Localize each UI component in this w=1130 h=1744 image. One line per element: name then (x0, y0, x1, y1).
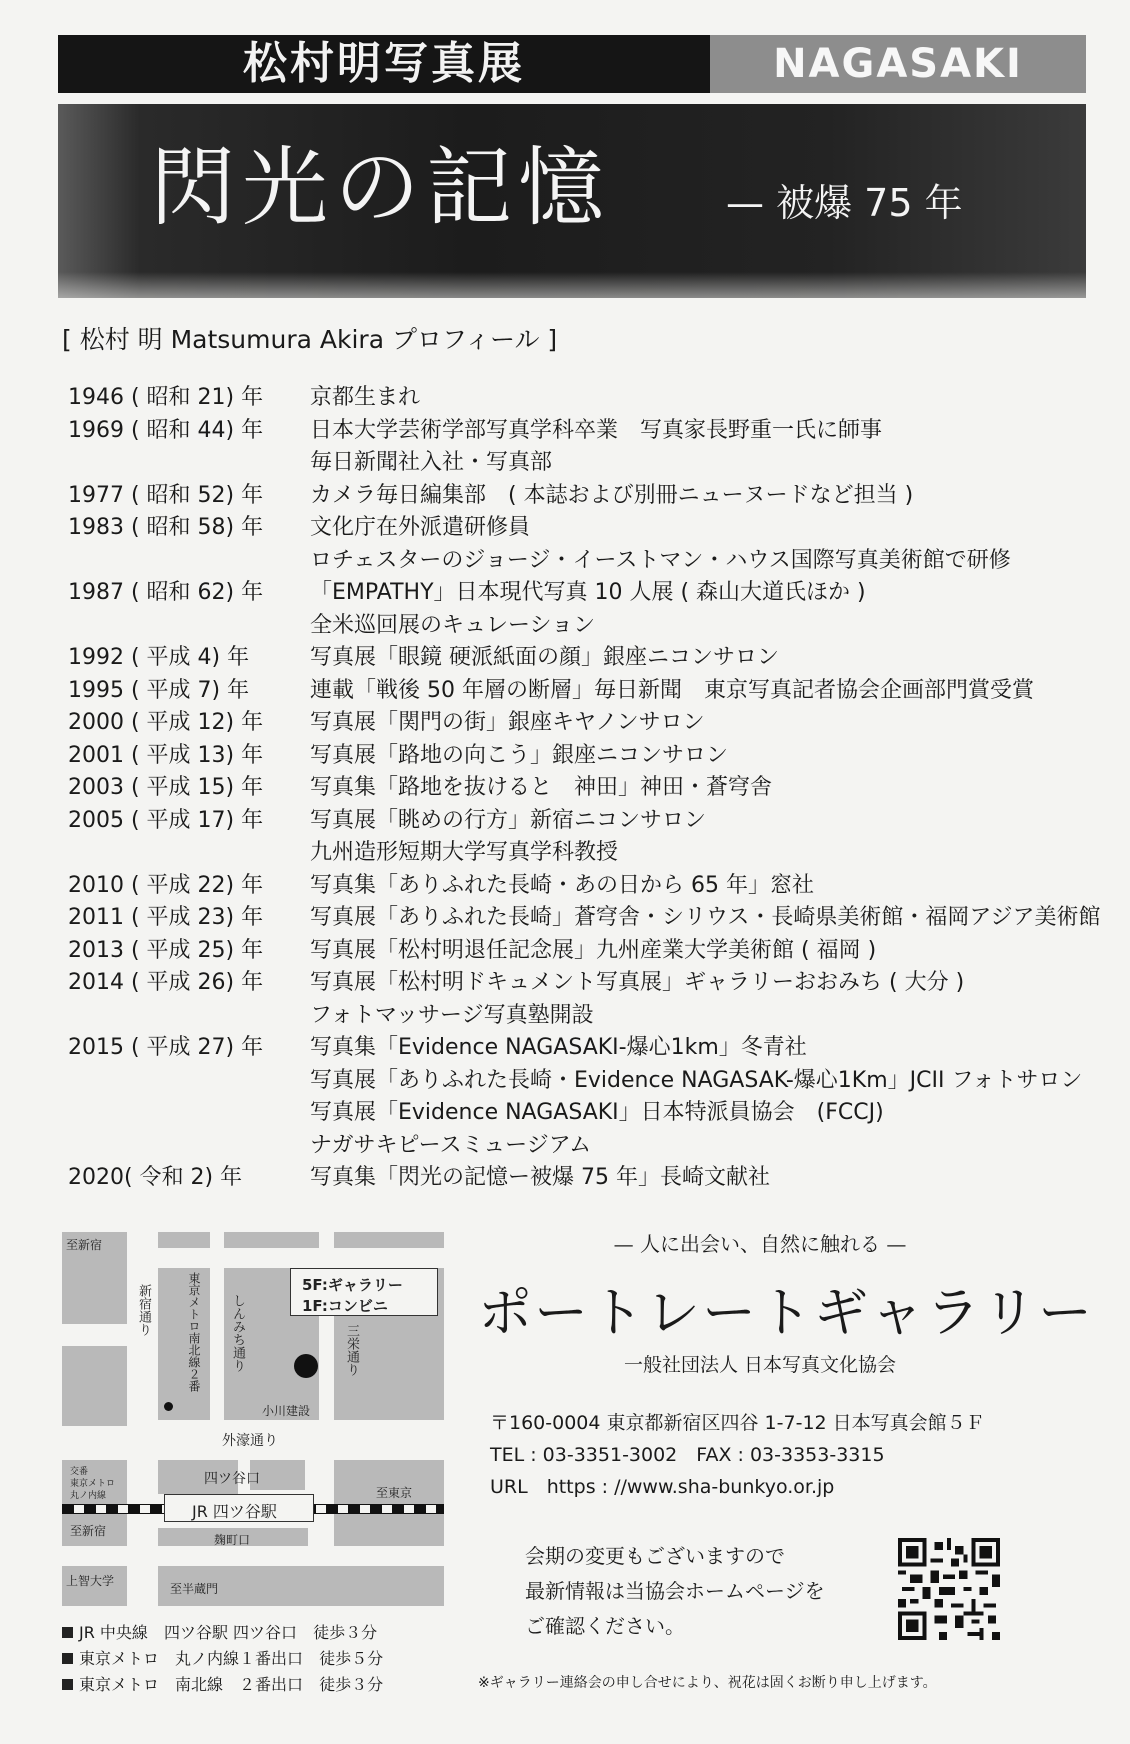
profile-year: 2014 ( 平成 26) 年 (68, 970, 264, 995)
profile-event: 写真展「Evidence NAGASAKI」日本特派員協会 (FCCJ) (310, 1100, 884, 1125)
profile-event: 写真集「ありふれた長崎・あの日から 65 年」窓社 (310, 872, 814, 898)
gallery-organization: 一般社団法人 日本写真文化協会 (623, 1354, 897, 1376)
profile-row (68, 482, 913, 510)
label-to-shinjuku: 至新宿 (66, 1238, 103, 1252)
jr-station-label: JR 四ツ谷駅 (192, 1502, 277, 1521)
callout-1f: 1F:コンビニ (302, 1297, 388, 1315)
footnote: ※ギャラリー連絡会の申し合せにより、祝花は固くお断り申し上げます。 (478, 1675, 937, 1691)
profile-row (68, 579, 866, 607)
profile-year: 1983 ( 昭和 58) 年 (68, 515, 264, 540)
map-block (224, 1232, 319, 1248)
profile-event: 写真展「関門の街」銀座キヤノンサロン (310, 710, 705, 735)
profile-event: 「EMPATHY」日本現代写真 10 人展 ( 森山大道氏ほか ) (310, 580, 866, 605)
profile-event: 写真展「眼鏡 硬派紙面の顔」銀座ニコンサロン (310, 645, 779, 670)
profile-row (68, 1132, 591, 1160)
profile-row (68, 514, 530, 542)
profile-event: 写真集「Evidence NAGASAKI-爆心1km」冬青社 (310, 1035, 807, 1060)
profile-event: ナガサキピースミュージアム (310, 1132, 592, 1158)
qr-code-icon[interactable] (898, 1538, 1000, 1640)
profile-row (68, 384, 420, 412)
profile-event: 写真展「ありふれた長崎・Evidence NAGASAK-爆心1Km」JCII フォトサロン (310, 1067, 1083, 1093)
profile-event: カメラ毎日編集部 ( 本誌および別冊ニューヌードなど担当 ) (310, 482, 914, 508)
profile-year: 1969 ( 昭和 44) 年 (68, 417, 264, 443)
label-to-tokyo: 至東京 (376, 1486, 413, 1500)
profile-row (68, 774, 772, 802)
profile-row (68, 839, 618, 867)
profile-row (68, 969, 964, 997)
gallery-name: ポートレートギャラリー (478, 1281, 1094, 1344)
bullet-square-icon (62, 1679, 73, 1690)
profile-row (68, 709, 705, 737)
access-item: 東京メトロ 丸ノ内線１番出口 徒歩５分 (62, 1646, 383, 1669)
gallery-tel-fax: TEL : 03-3351-3002 FAX : 03-3353-3315 (490, 1444, 885, 1466)
profile-row (68, 937, 876, 965)
profile-year: 1992 ( 平成 4) 年 (68, 645, 250, 670)
label-yotsuya-exit: 四ツ谷口 (204, 1471, 260, 1487)
bullet-square-icon (62, 1627, 73, 1638)
label-to-shinjuku-2: 至新宿 (70, 1524, 107, 1538)
profile-event: 全米巡回展のキュレーション (310, 612, 596, 638)
map-block (334, 1460, 444, 1546)
gallery-tagline: — 人に出会い、自然に触れる — (613, 1232, 907, 1256)
profile-row (68, 1034, 807, 1062)
label-marunouchi: 丸ノ内線 (70, 1491, 107, 1501)
profile-row (68, 742, 728, 770)
profile-event: フォトマッサージ写真塾開設 (310, 1002, 594, 1028)
label-shinmichi-dori: しんみち通り (230, 1294, 245, 1372)
profile-row (68, 417, 882, 445)
map-block (334, 1232, 444, 1248)
label-metro-line: 東京メトロ南北線２番 (187, 1272, 201, 1392)
profile-heading: [ 松村 明 Matsumura Akira プロフィール ] (62, 325, 558, 354)
profile-row (68, 612, 595, 640)
profile-event: 写真展「ありふれた長崎」蒼穹舎・シリウス・長崎県美術館・福岡アジア美術館 (310, 905, 1101, 930)
profile-event: 写真集「路地を抜けると 神田」神田・蒼穹舎 (310, 775, 773, 800)
profile-event: 写真展「路地の向こう」銀座ニコンサロン (310, 742, 729, 768)
profile-year: 2013 ( 平成 25) 年 (68, 937, 264, 963)
bullet-square-icon (62, 1653, 73, 1664)
label-sanei-dori: 三栄通り (344, 1324, 359, 1376)
exhibition-title: 松村明写真展 (243, 38, 525, 89)
label-sotobori-dori: 外濠通り (222, 1433, 278, 1449)
city-label: NAGASAKI (773, 41, 1023, 87)
profile-year: 2001 ( 平成 13) 年 (68, 742, 264, 768)
label-koban: 交番 (70, 1467, 89, 1477)
notice-line: 最新情報は当協会ホームページを (525, 1579, 825, 1603)
profile-year: 2003 ( 平成 15) 年 (68, 775, 264, 800)
profile-year: 2011 ( 平成 23) 年 (68, 905, 264, 930)
map-block (62, 1346, 127, 1426)
profile-year: 2015 ( 平成 27) 年 (68, 1035, 264, 1060)
label-shinjuku-dori: 新宿通り (136, 1284, 151, 1336)
profile-row (68, 1099, 884, 1127)
profile-row (68, 677, 1034, 705)
profile-row (68, 904, 1100, 932)
profile-year: 1995 ( 平成 7) 年 (68, 677, 250, 703)
gallery-address: 〒160-0004 東京都新宿区四谷 1-7-12 日本写真会館５Ｆ (490, 1412, 985, 1434)
profile-event: 写真集「閃光の記憶ー被爆 75 年」長崎文献社 (310, 1165, 770, 1190)
main-title: 閃光の記憶 (150, 138, 610, 238)
map-block (158, 1232, 210, 1248)
profile-event: 写真展「眺めの行方」新宿ニコンサロン (310, 807, 707, 833)
profile-event: 京都生まれ (310, 385, 421, 410)
gallery-location-marker (294, 1354, 318, 1378)
profile-event: 毎日新聞社入社・写真部 (310, 450, 553, 475)
subtitle: — 被爆 75 年 (726, 181, 963, 225)
label-tokyo-metro: 東京メトロ (70, 1479, 116, 1489)
access-item: JR 中央線 四ツ谷駅 四ツ谷口 徒歩３分 (62, 1620, 377, 1643)
profile-event: ロチェスターのジョージ・イーストマン・ハウス国際写真美術館で研修 (310, 547, 1011, 573)
profile-event: 写真展「松村明ドキュメント写真展」ギャラリーおおみち ( 大分 ) (310, 970, 965, 995)
profile-year: 1977 ( 昭和 52) 年 (68, 482, 264, 508)
notice-line: 会期の変更もございますので (525, 1544, 785, 1568)
profile-year: 2020( 令和 2) 年 (68, 1165, 243, 1190)
profile-year: 1987 ( 昭和 62) 年 (68, 580, 264, 605)
metro-exit-marker (164, 1402, 173, 1411)
label-to-hanzomon: 至半蔵門 (170, 1582, 219, 1596)
callout-5f: 5F:ギャラリー (302, 1276, 403, 1294)
profile-row (68, 449, 552, 477)
profile-row (68, 872, 814, 900)
profile-year: 2010 ( 平成 22) 年 (68, 872, 264, 898)
profile-row (68, 807, 706, 835)
profile-event: 写真展「松村明退任記念展」九州産業大学美術館 ( 福岡 ) (310, 937, 877, 963)
profile-year: 2005 ( 平成 17) 年 (68, 807, 264, 833)
profile-row (68, 1067, 1082, 1095)
profile-year: 2000 ( 平成 12) 年 (68, 710, 264, 735)
profile-row (68, 644, 779, 672)
notice-line: ご確認ください。 (525, 1614, 685, 1638)
label-kojimachi-exit: 麹町口 (214, 1533, 251, 1547)
label-sophia: 上智大学 (66, 1574, 115, 1588)
profile-year: 1946 ( 昭和 21) 年 (68, 385, 264, 410)
profile-event: 日本大学芸術学部写真学科卒業 写真家長野重一氏に師事 (310, 417, 883, 443)
profile-row (68, 1002, 594, 1030)
access-item: 東京メトロ 南北線 ２番出口 徒歩３分 (62, 1672, 383, 1695)
gallery-url[interactable]: URL https : //www.sha-bunkyo.or.jp (490, 1476, 835, 1498)
label-ogawa: 小川建設 (262, 1404, 311, 1418)
profile-event: 九州造形短期大学写真学科教授 (310, 840, 619, 865)
profile-event: 連載「戦後 50 年層の断層」毎日新聞 東京写真記者協会企画部門賞受賞 (310, 677, 1034, 703)
profile-row (68, 547, 1011, 575)
profile-event: 文化庁在外派遣研修員 (310, 515, 531, 540)
profile-row (68, 1164, 770, 1192)
